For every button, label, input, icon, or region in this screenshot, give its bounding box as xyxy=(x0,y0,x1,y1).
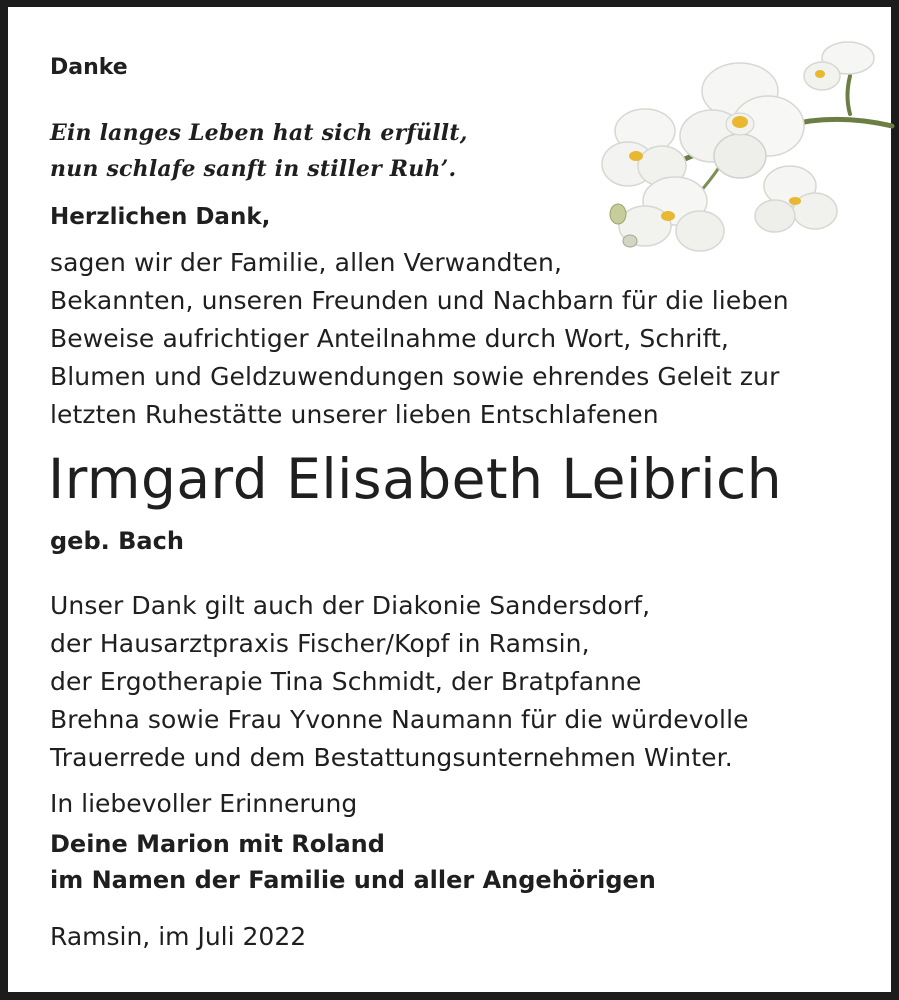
birth-name: geb. Bach xyxy=(50,527,184,555)
notice-heading: Danke xyxy=(50,55,128,80)
additional-thanks-line: der Hausarztpraxis Fischer/Kopf in Ramsin, xyxy=(50,629,590,658)
signers xyxy=(50,826,656,898)
orchid-image xyxy=(600,36,896,258)
thanks-line: Blumen und Geldzuwendungen sowie ehrendes Geleit zur xyxy=(50,362,780,391)
signer-line: im Namen der Familie und aller Angehörigen xyxy=(50,866,656,894)
additional-thanks xyxy=(50,587,749,777)
deceased-name: Irmgard Elisabeth Leibrich xyxy=(48,447,783,511)
thanks-line: Beweise aufrichtiger Anteilnahme durch Wort, Schrift, xyxy=(50,324,729,353)
thanks-title: Herzlichen Dank, xyxy=(50,204,271,230)
verse-line: nun schlafe sanft in stiller Ruh’. xyxy=(50,156,457,182)
additional-thanks-line: Unser Dank gilt auch der Diakonie Sandersdorf, xyxy=(50,591,651,620)
thanks-line: Bekannten, unseren Freunden und Nachbarn für die lieben xyxy=(50,286,789,315)
thanks-line: sagen wir der Familie, allen Verwandten, xyxy=(50,248,563,277)
verse-line: Ein langes Leben hat sich erfüllt, xyxy=(50,120,468,146)
additional-thanks-line: Brehna sowie Frau Yvonne Naumann für die würdevolle xyxy=(50,705,749,734)
verse xyxy=(50,115,468,187)
thanks-line: letzten Ruhestätte unserer lieben Entschlafenen xyxy=(50,400,659,429)
additional-thanks-line: Trauerrede und dem Bestattungsunternehmen Winter. xyxy=(50,743,733,772)
thanks-body xyxy=(50,244,789,434)
signer-line: Deine Marion mit Roland xyxy=(50,830,385,858)
closing-phrase: In liebevoller Erinnerung xyxy=(50,789,358,818)
place-date: Ramsin, im Juli 2022 xyxy=(50,922,307,951)
additional-thanks-line: der Ergotherapie Tina Schmidt, der Bratpfanne xyxy=(50,667,642,696)
